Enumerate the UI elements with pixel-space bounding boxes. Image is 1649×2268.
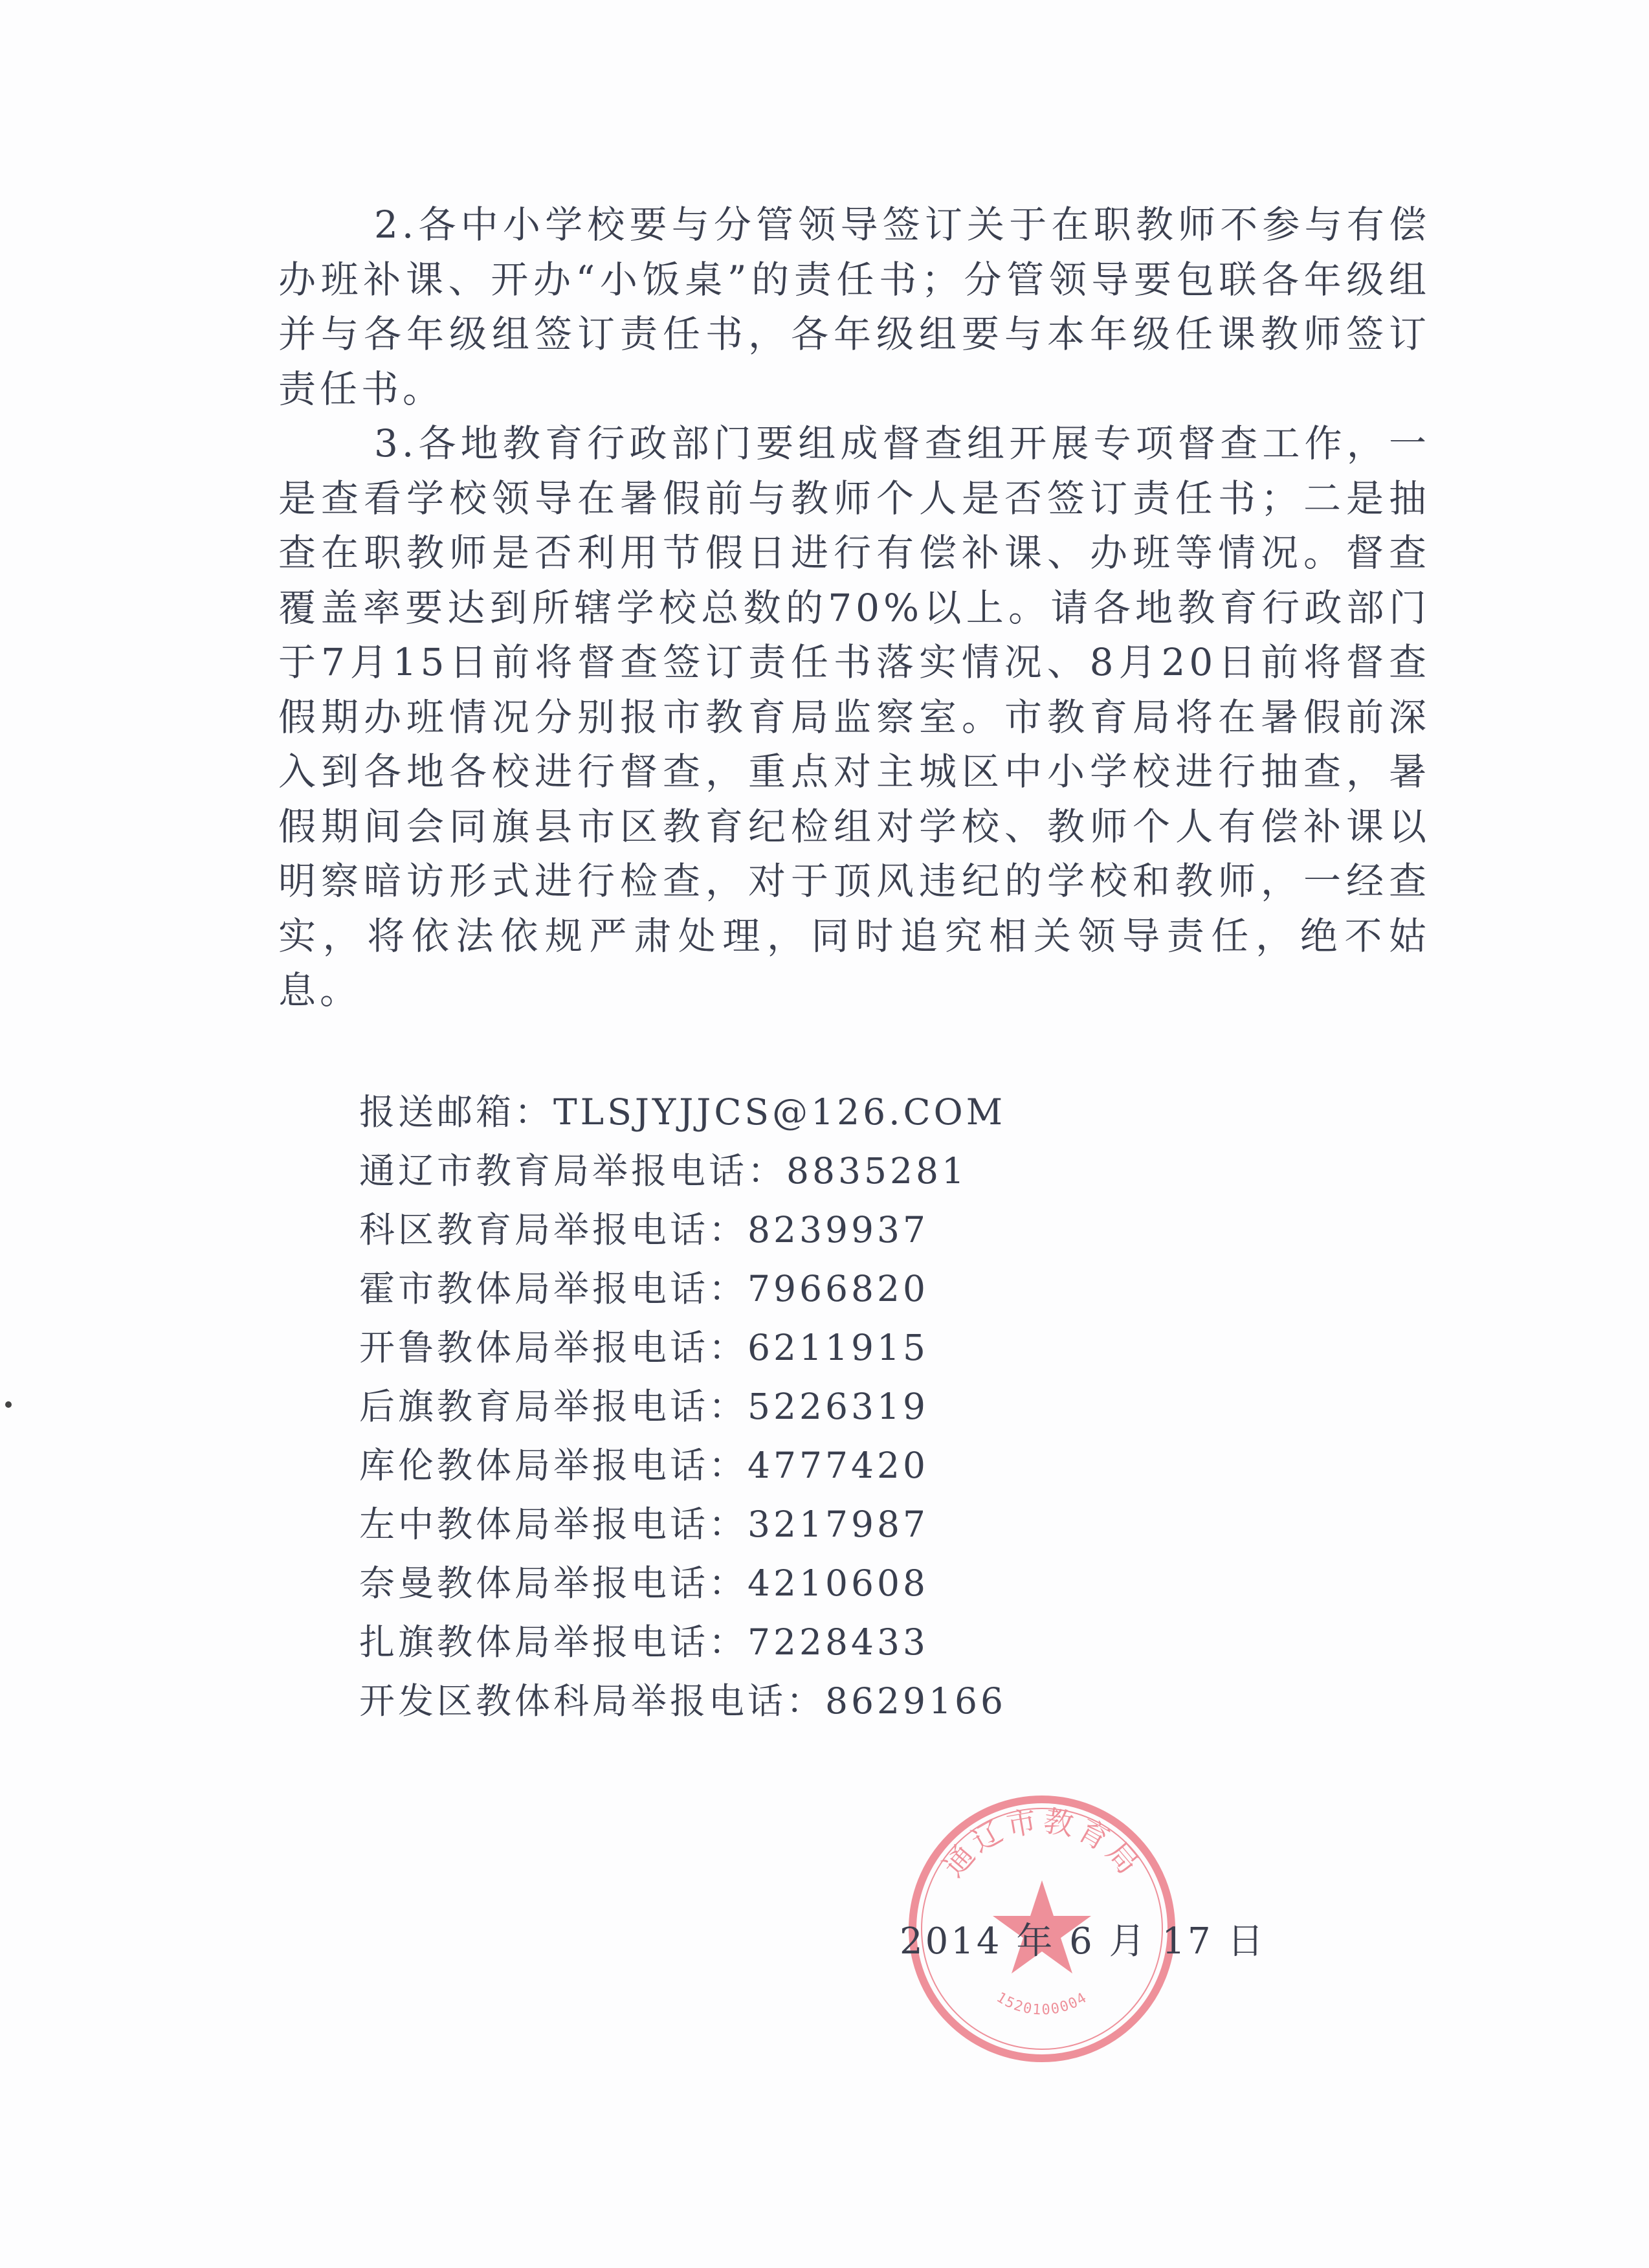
contact-hotline-huoshi: 霍市教体局举报电话：7966820 xyxy=(359,1268,929,1309)
contact-hotline-houqi: 后旗教育局举报电话：5226319 xyxy=(359,1386,929,1427)
contact-hotline-kailu: 开鲁教体局举报电话：6211915 xyxy=(359,1327,929,1368)
contact-hotline-kaifaqu: 开发区教体科局举报电话：8629166 xyxy=(359,1680,1006,1722)
contact-hotline-naiman: 奈曼教体局举报电话：4210608 xyxy=(359,1562,929,1604)
contact-hotline-kequ: 科区教育局举报电话：8239937 xyxy=(359,1209,929,1251)
paragraph-3: 3.各地教育行政部门要组成督查组开展专项督查工作，一是查看学校领导在暑假前与教师个人是否签订责任书；二是抽查在职教师是否利用节假日进行有偿补课、办班等情况。督查覆盖率要达到所辖学校总数的70%以上。请各地教育行政部门于7月15日前将督查签订责任书落实情况、8月20日前将督查假期办班情况分别报市教育局监察室。市教育局将在暑假前深入到各地各校进行督查，重点对主城区中小学校进行抽查，暑假期间会同旗县市区教育纪检组对学校、教师个人有偿补课以明察暗访形式进行检查，对于顶风违纪的学校和教师，一经查实，将依法依规严肃处理，同时追究相关领导责任，绝不姑息。 xyxy=(278,421,1430,1012)
contact-hotline-tongliao: 通辽市教育局举报电话：8835281 xyxy=(359,1150,968,1192)
contact-hotline-kulun: 库伦教体局举报电话：4777420 xyxy=(359,1445,929,1486)
seal-name-text: 通辽市教育局 xyxy=(936,1803,1148,1884)
seal-number-text: 1520100004 xyxy=(993,1989,1090,2019)
paragraph-2: 2.各中小学校要与分管领导签订关于在职教师不参与有偿办班补课、开办“小饭桌”的责任书；分管领导要包联各年级组并与各年级组签订责任书，各年级组要与本年级任课教师签订责任书。 xyxy=(278,203,1430,411)
contact-list xyxy=(359,1083,1006,1731)
contact-email: 报送邮箱：TLSJYJJCS@126.COM xyxy=(359,1091,1006,1133)
scan-speck xyxy=(5,1401,12,1408)
contact-hotline-zhaqi: 扎旗教体局举报电话：7228433 xyxy=(359,1621,929,1663)
body-text xyxy=(278,197,1430,1018)
contact-hotline-zuozhong: 左中教体局举报电话：3217987 xyxy=(359,1504,929,1545)
document-date: 2014 年 6 月 17 日 xyxy=(900,1920,1267,1962)
